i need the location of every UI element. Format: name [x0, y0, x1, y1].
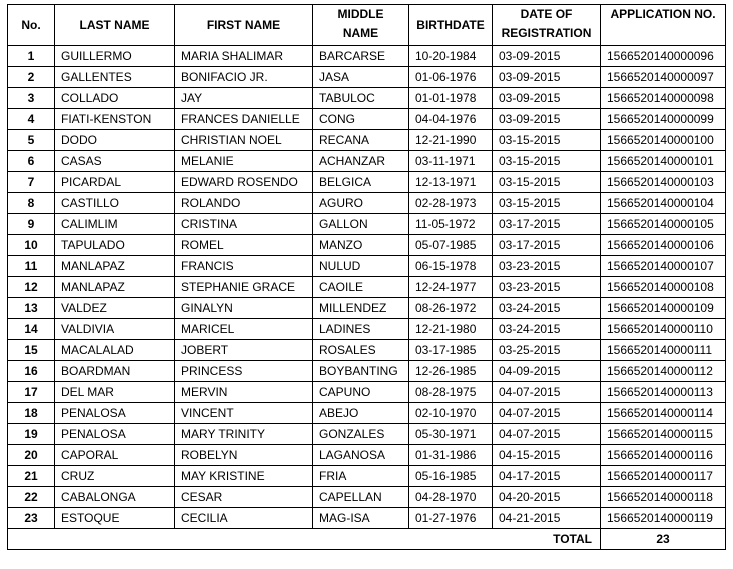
cell-application-no: 1566520140000111 — [601, 340, 726, 361]
cell-first-name: MERVIN — [175, 382, 313, 403]
cell-birthdate: 12-13-1971 — [409, 172, 493, 193]
cell-middle-name: FRIA — [313, 466, 409, 487]
cell-first-name: JOBERT — [175, 340, 313, 361]
table-row — [8, 508, 726, 529]
table-row — [8, 256, 726, 277]
cell-no: 1 — [8, 46, 55, 67]
cell-birthdate: 12-24-1977 — [409, 277, 493, 298]
cell-first-name: ROMEL — [175, 235, 313, 256]
cell-middle-name: RECANA — [313, 130, 409, 151]
header-date-reg-line2: REGISTRATION — [501, 26, 592, 40]
header-date-of-registration — [493, 5, 601, 46]
cell-middle-name: AGURO — [313, 193, 409, 214]
cell-no: 13 — [8, 298, 55, 319]
cell-middle-name: BOYBANTING — [313, 361, 409, 382]
header-application-no: APPLICATION NO. — [601, 5, 726, 46]
cell-middle-name: ROSALES — [313, 340, 409, 361]
cell-last-name: GUILLERMO — [55, 46, 175, 67]
cell-birthdate: 11-05-1972 — [409, 214, 493, 235]
cell-date-of-registration: 03-25-2015 — [493, 340, 601, 361]
cell-no: 8 — [8, 193, 55, 214]
total-spacer — [175, 529, 313, 550]
cell-last-name: VALDIVIA — [55, 319, 175, 340]
cell-date-of-registration: 03-17-2015 — [493, 235, 601, 256]
cell-no: 11 — [8, 256, 55, 277]
cell-application-no: 1566520140000118 — [601, 487, 726, 508]
cell-application-no: 1566520140000096 — [601, 46, 726, 67]
header-first-name: FIRST NAME — [175, 5, 313, 46]
header-middle-name — [313, 5, 409, 46]
cell-application-no: 1566520140000114 — [601, 403, 726, 424]
cell-no: 18 — [8, 403, 55, 424]
total-row — [8, 529, 726, 550]
cell-no: 5 — [8, 130, 55, 151]
cell-no: 22 — [8, 487, 55, 508]
table-row — [8, 487, 726, 508]
cell-middle-name: LAGANOSA — [313, 445, 409, 466]
cell-last-name: DODO — [55, 130, 175, 151]
cell-birthdate: 01-27-1976 — [409, 508, 493, 529]
table-row — [8, 445, 726, 466]
cell-application-no: 1566520140000100 — [601, 130, 726, 151]
cell-birthdate: 03-17-1985 — [409, 340, 493, 361]
cell-last-name: MACALALAD — [55, 340, 175, 361]
table-row — [8, 67, 726, 88]
cell-last-name: CRUZ — [55, 466, 175, 487]
cell-birthdate: 01-06-1976 — [409, 67, 493, 88]
cell-date-of-registration: 03-15-2015 — [493, 130, 601, 151]
cell-no: 14 — [8, 319, 55, 340]
cell-no: 20 — [8, 445, 55, 466]
total-spacer — [55, 529, 175, 550]
total-label: TOTAL — [493, 529, 601, 550]
cell-middle-name: MILLENDEZ — [313, 298, 409, 319]
cell-no: 12 — [8, 277, 55, 298]
cell-first-name: ROLANDO — [175, 193, 313, 214]
cell-birthdate: 02-10-1970 — [409, 403, 493, 424]
cell-last-name: BOARDMAN — [55, 361, 175, 382]
cell-no: 23 — [8, 508, 55, 529]
cell-middle-name: CAOILE — [313, 277, 409, 298]
cell-date-of-registration: 03-15-2015 — [493, 151, 601, 172]
cell-no: 19 — [8, 424, 55, 445]
table-row — [8, 319, 726, 340]
header-birthdate: BIRTHDATE — [409, 5, 493, 46]
cell-first-name: JAY — [175, 88, 313, 109]
table-row — [8, 214, 726, 235]
cell-date-of-registration: 03-09-2015 — [493, 67, 601, 88]
table-row — [8, 193, 726, 214]
table-row — [8, 277, 726, 298]
cell-last-name: VALDEZ — [55, 298, 175, 319]
cell-first-name: MARIA SHALIMAR — [175, 46, 313, 67]
cell-birthdate: 04-04-1976 — [409, 109, 493, 130]
cell-last-name: CAPORAL — [55, 445, 175, 466]
cell-first-name: MELANIE — [175, 151, 313, 172]
cell-application-no: 1566520140000104 — [601, 193, 726, 214]
table-row — [8, 46, 726, 67]
cell-last-name: CASAS — [55, 151, 175, 172]
table-row — [8, 172, 726, 193]
cell-birthdate: 12-21-1980 — [409, 319, 493, 340]
cell-middle-name: NULUD — [313, 256, 409, 277]
cell-middle-name: GALLON — [313, 214, 409, 235]
cell-date-of-registration: 03-24-2015 — [493, 319, 601, 340]
cell-date-of-registration: 04-15-2015 — [493, 445, 601, 466]
table-row — [8, 466, 726, 487]
cell-date-of-registration: 03-09-2015 — [493, 88, 601, 109]
cell-last-name: PENALOSA — [55, 424, 175, 445]
cell-date-of-registration: 03-15-2015 — [493, 172, 601, 193]
cell-last-name: CABALONGA — [55, 487, 175, 508]
cell-no: 7 — [8, 172, 55, 193]
table-row — [8, 403, 726, 424]
cell-first-name: PRINCESS — [175, 361, 313, 382]
cell-birthdate: 08-28-1975 — [409, 382, 493, 403]
total-spacer — [313, 529, 409, 550]
cell-date-of-registration: 04-21-2015 — [493, 508, 601, 529]
cell-date-of-registration: 03-09-2015 — [493, 46, 601, 67]
table-row — [8, 382, 726, 403]
cell-application-no: 1566520140000112 — [601, 361, 726, 382]
cell-birthdate: 12-21-1990 — [409, 130, 493, 151]
table-row — [8, 235, 726, 256]
cell-last-name: FIATI-KENSTON — [55, 109, 175, 130]
cell-application-no: 1566520140000097 — [601, 67, 726, 88]
cell-no: 9 — [8, 214, 55, 235]
cell-first-name: EDWARD ROSENDO — [175, 172, 313, 193]
cell-birthdate: 01-01-1978 — [409, 88, 493, 109]
cell-last-name: COLLADO — [55, 88, 175, 109]
header-no: No. — [8, 5, 55, 46]
cell-application-no: 1566520140000116 — [601, 445, 726, 466]
total-spacer — [409, 529, 493, 550]
cell-first-name: CECILIA — [175, 508, 313, 529]
table-row — [8, 151, 726, 172]
cell-middle-name: GONZALES — [313, 424, 409, 445]
cell-application-no: 1566520140000108 — [601, 277, 726, 298]
header-row — [8, 5, 726, 46]
cell-middle-name: CONG — [313, 109, 409, 130]
cell-first-name: STEPHANIE GRACE — [175, 277, 313, 298]
cell-first-name: BONIFACIO JR. — [175, 67, 313, 88]
header-middle-name-line2: NAME — [342, 26, 379, 40]
cell-application-no: 1566520140000110 — [601, 319, 726, 340]
cell-last-name: GALLENTES — [55, 67, 175, 88]
cell-application-no: 1566520140000103 — [601, 172, 726, 193]
cell-first-name: CRISTINA — [175, 214, 313, 235]
cell-middle-name: ABEJO — [313, 403, 409, 424]
cell-birthdate: 08-26-1972 — [409, 298, 493, 319]
cell-date-of-registration: 03-23-2015 — [493, 277, 601, 298]
cell-middle-name: LADINES — [313, 319, 409, 340]
cell-last-name: MANLAPAZ — [55, 277, 175, 298]
table-row — [8, 361, 726, 382]
cell-birthdate: 06-15-1978 — [409, 256, 493, 277]
table-row — [8, 109, 726, 130]
total-spacer — [8, 529, 55, 550]
cell-application-no: 1566520140000109 — [601, 298, 726, 319]
cell-middle-name: CAPUNO — [313, 382, 409, 403]
cell-application-no: 1566520140000119 — [601, 508, 726, 529]
registrants-table-container — [7, 4, 725, 550]
cell-first-name: GINALYN — [175, 298, 313, 319]
cell-application-no: 1566520140000098 — [601, 88, 726, 109]
cell-application-no: 1566520140000115 — [601, 424, 726, 445]
cell-middle-name: ACHANZAR — [313, 151, 409, 172]
cell-last-name: ESTOQUE — [55, 508, 175, 529]
table-row — [8, 88, 726, 109]
cell-birthdate: 04-28-1970 — [409, 487, 493, 508]
cell-first-name: VINCENT — [175, 403, 313, 424]
header-last-name: LAST NAME — [55, 5, 175, 46]
cell-date-of-registration: 03-17-2015 — [493, 214, 601, 235]
cell-application-no: 1566520140000113 — [601, 382, 726, 403]
cell-middle-name: JASA — [313, 67, 409, 88]
cell-date-of-registration: 04-07-2015 — [493, 382, 601, 403]
cell-middle-name: MAG-ISA — [313, 508, 409, 529]
cell-middle-name: MANZO — [313, 235, 409, 256]
cell-date-of-registration: 03-15-2015 — [493, 193, 601, 214]
cell-middle-name: BARCARSE — [313, 46, 409, 67]
cell-first-name: MARICEL — [175, 319, 313, 340]
cell-first-name: FRANCIS — [175, 256, 313, 277]
cell-birthdate: 01-31-1986 — [409, 445, 493, 466]
cell-first-name: MAY KRISTINE — [175, 466, 313, 487]
table-body — [8, 46, 726, 529]
cell-birthdate: 05-07-1985 — [409, 235, 493, 256]
cell-no: 16 — [8, 361, 55, 382]
cell-date-of-registration: 03-23-2015 — [493, 256, 601, 277]
cell-date-of-registration: 03-09-2015 — [493, 109, 601, 130]
cell-no: 10 — [8, 235, 55, 256]
cell-birthdate: 12-26-1985 — [409, 361, 493, 382]
cell-first-name: FRANCES DANIELLE — [175, 109, 313, 130]
cell-no: 17 — [8, 382, 55, 403]
cell-first-name: MARY TRINITY — [175, 424, 313, 445]
cell-birthdate: 02-28-1973 — [409, 193, 493, 214]
cell-no: 3 — [8, 88, 55, 109]
cell-birthdate: 03-11-1971 — [409, 151, 493, 172]
table-row — [8, 424, 726, 445]
cell-application-no: 1566520140000107 — [601, 256, 726, 277]
cell-application-no: 1566520140000105 — [601, 214, 726, 235]
cell-middle-name: CAPELLAN — [313, 487, 409, 508]
registrants-table — [7, 4, 726, 550]
cell-date-of-registration: 04-17-2015 — [493, 466, 601, 487]
cell-last-name: CASTILLO — [55, 193, 175, 214]
cell-no: 21 — [8, 466, 55, 487]
cell-no: 4 — [8, 109, 55, 130]
cell-first-name: CHRISTIAN NOEL — [175, 130, 313, 151]
header-middle-name-line1: MIDDLE — [337, 7, 384, 21]
cell-no: 15 — [8, 340, 55, 361]
cell-first-name: CESAR — [175, 487, 313, 508]
cell-birthdate: 05-16-1985 — [409, 466, 493, 487]
table-row — [8, 340, 726, 361]
cell-no: 2 — [8, 67, 55, 88]
cell-date-of-registration: 04-07-2015 — [493, 424, 601, 445]
cell-last-name: PICARDAL — [55, 172, 175, 193]
cell-no: 6 — [8, 151, 55, 172]
cell-middle-name: TABULOC — [313, 88, 409, 109]
cell-date-of-registration: 04-20-2015 — [493, 487, 601, 508]
cell-last-name: CALIMLIM — [55, 214, 175, 235]
cell-first-name: ROBELYN — [175, 445, 313, 466]
cell-date-of-registration: 04-09-2015 — [493, 361, 601, 382]
cell-last-name: PENALOSA — [55, 403, 175, 424]
cell-last-name: DEL MAR — [55, 382, 175, 403]
cell-last-name: TAPULADO — [55, 235, 175, 256]
table-row — [8, 130, 726, 151]
total-value: 23 — [601, 529, 726, 550]
cell-birthdate: 10-20-1984 — [409, 46, 493, 67]
cell-last-name: MANLAPAZ — [55, 256, 175, 277]
cell-birthdate: 05-30-1971 — [409, 424, 493, 445]
cell-application-no: 1566520140000101 — [601, 151, 726, 172]
cell-date-of-registration: 03-24-2015 — [493, 298, 601, 319]
cell-middle-name: BELGICA — [313, 172, 409, 193]
cell-application-no: 1566520140000117 — [601, 466, 726, 487]
cell-application-no: 1566520140000106 — [601, 235, 726, 256]
cell-application-no: 1566520140000099 — [601, 109, 726, 130]
header-date-reg-line1: DATE OF — [520, 7, 573, 21]
table-row — [8, 298, 726, 319]
cell-date-of-registration: 04-07-2015 — [493, 403, 601, 424]
